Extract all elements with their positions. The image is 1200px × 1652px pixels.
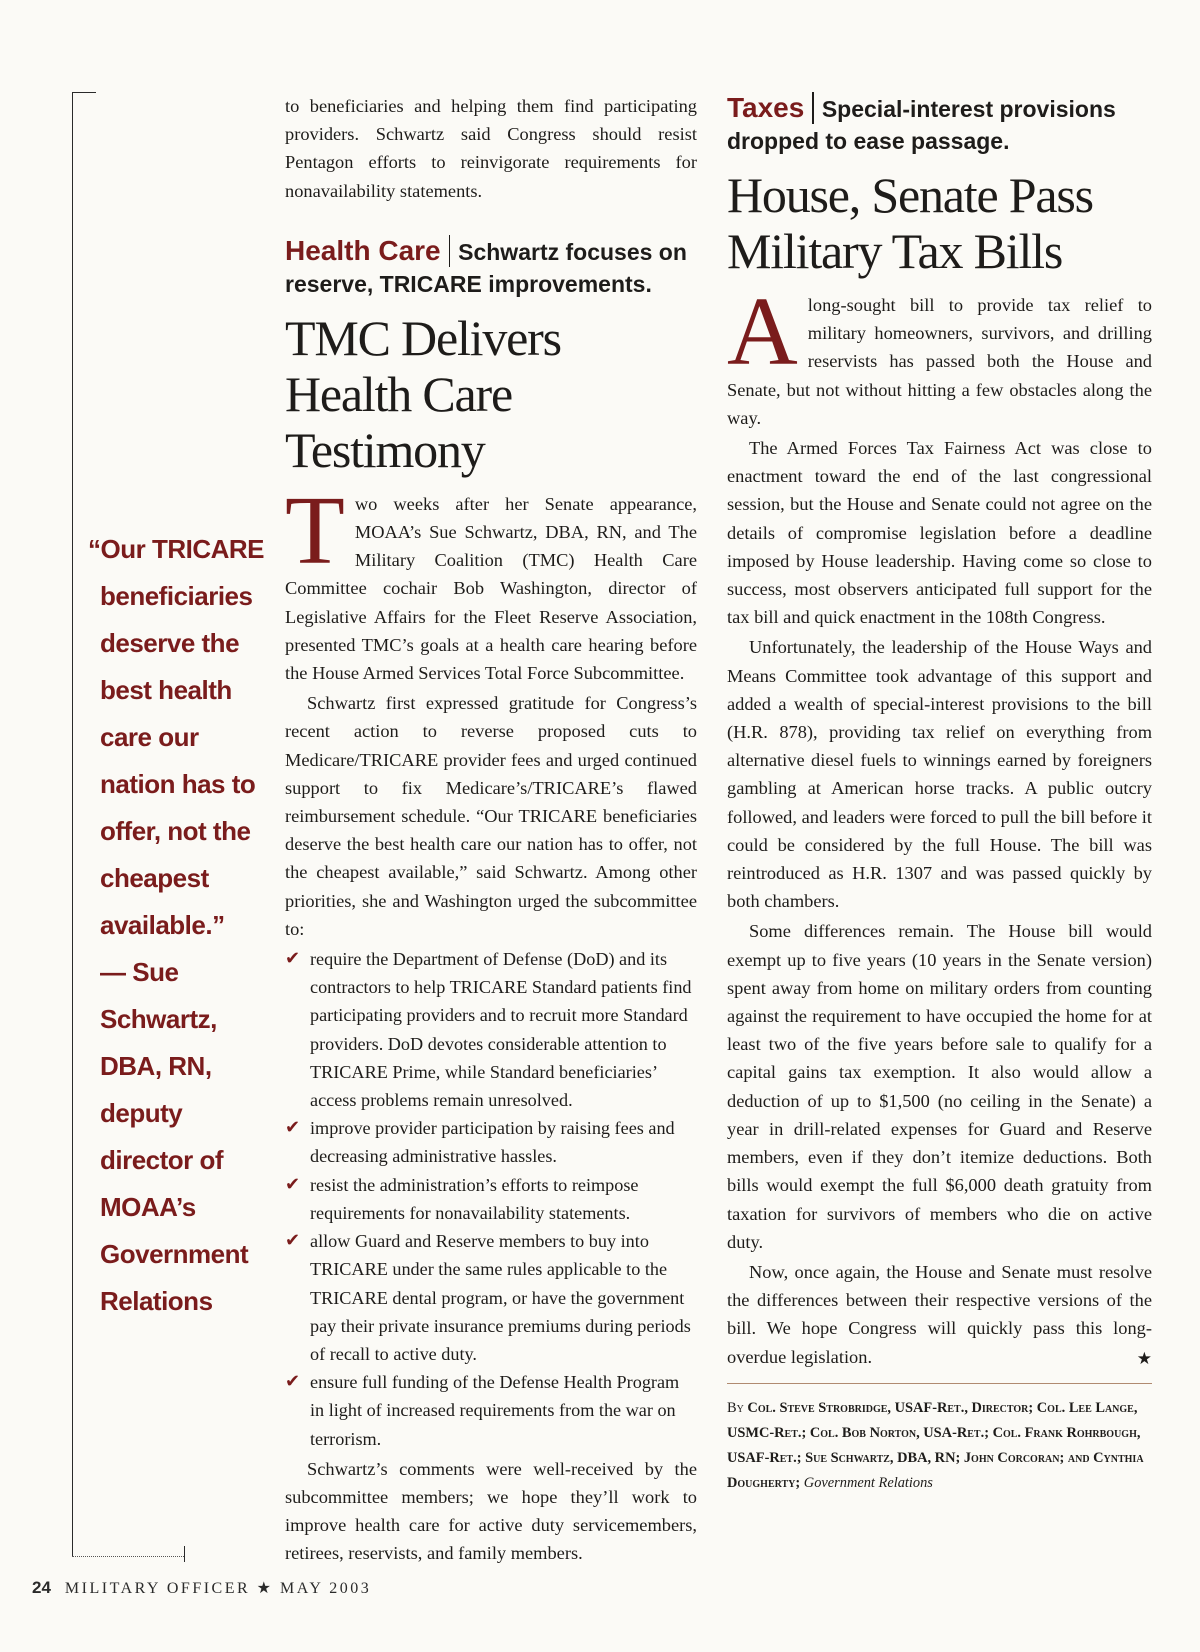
list-item: ✔ allow Guard and Reserve members to buy into TRICARE under the same rules applicable to the TRICARE dental program, or have the government pay their private insurance premiums during periods of recall to active duty. [285,1227,697,1368]
pullquote-attribution-line: — Sue [100,957,179,987]
byline: By Col. Steve Strobridge, USAF-Ret., Director; Col. Lee Lange, USMC-Ret.; Col. Bob Norton, USA-Ret.; Col. Frank Rohrbough, USAF-Ret.; Sue Schwartz, DBA, RN; John Corcoran; and Cynthia Dougherty; Government Relations [727,1399,1144,1491]
pullquote-line: cheapest [100,863,209,893]
pullquote-frame-tick [184,1546,185,1562]
pullquote-attribution-line: Relations [100,1286,213,1316]
pullquote-attribution-line: DBA, RN, [100,1051,212,1081]
pullquote [88,526,266,1325]
end-star-icon: ★ [1136,1348,1152,1369]
list-item: ✔ ensure full funding of the Defense Health Program in light of increased requirements from the war on terrorism. [285,1368,697,1453]
checkmark-icon: ✔ [285,1117,301,1139]
health-care-article [285,92,697,1570]
closing-paragraph: Now, once again, the House and Senate must resolve the differences between their respective versions of the bill. We hope Congress will quickly pass this long-overdue legislation. ★ [727,1258,1152,1371]
pullquote-line: available.” [100,910,225,940]
page-footer [32,1578,371,1598]
lead-text: long-sought bill to provide tax relief to military homeowners, survivors, and drilling reservists has passed both the House and Senate, but not without hitting a few obstacles along the way. [727,295,1152,428]
drop-cap: T [285,476,345,585]
closing-paragraph: Schwartz’s comments were well-received by the subcommittee members; we hope they’ll work to improve health care for active duty servicemembers, retirees, reservists, and family members. [285,1458,697,1564]
priorities-list [285,945,697,1453]
pullquote-line: best health [100,675,232,705]
taxes-article [727,92,1152,1496]
pullquote-line: nation has to [100,769,256,799]
list-item: ✔ require the Department of Defense (DoD) and its contractors to help TRICARE Standard patients find participating providers and to recruit more Standard providers. DoD devotes considerable attention to TRICARE Prime, while Standard beneficiaries’ access problems remain unresolved. [285,945,697,1114]
byline-department: Government Relations [803,1474,933,1491]
list-item: ✔ resist the administration’s efforts to reimpose requirements for nonavailability statements. [285,1171,697,1227]
lead-paragraph [285,476,697,687]
pullquote-frame-top-rule [72,92,96,93]
checkmark-icon: ✔ [285,948,301,970]
section-kicker [285,235,697,300]
publication-line: MILITARY OFFICER ★ MAY 2003 [64,1580,372,1597]
kicker-divider [812,92,814,124]
continued-paragraph: to beneficiaries and helping them find participating providers. Schwartz said Congress should resist Pentagon efforts to reinvigorate requirements for nonavailability statements. [285,96,697,201]
section-kicker [727,92,1152,157]
pullquote-attribution-line: director of [100,1145,224,1175]
kicker-description: Special-interest provisions dropped to ease passage. [727,96,1116,154]
list-item: ✔ improve provider participation by raising fees and decreasing administrative hassles. [285,1114,697,1170]
kicker-divider [449,235,451,267]
pullquote-line: “Our TRICARE [88,534,264,564]
pullquote-line: deserve the [100,628,240,658]
pullquote-line: care our [100,722,199,752]
pullquote-attribution-line: Schwartz, [100,1004,217,1034]
lead-text: wo weeks after her Senate appearance, MOAA’s Sue Schwartz, DBA, RN, and The Military Coalition (TMC) Health Care Committee cochair Bob Washington, director of Legislative Affairs for the Fleet Reserve Association, presented TMC’s goals at a health care hearing before the House Armed Services Total Force Subcommittee. [285,493,697,684]
body-paragraph: Unfortunately, the leadership of the House Ways and Means Committee took advantage of this support and added a wealth of special-interest provisions to the bill (H.R. 878), providing tax relief on everything from alternative diesel fuels to winnings earned by foreigners gambling at American horse tracks. A public outcry followed, and leaders were forced to pull the bill before it could be considered by the full House. The bill was reintroduced as H.R. 1307 and was passed quickly by both chambers. [727,637,1152,912]
pullquote-frame-left-rule [72,92,73,1557]
kicker-topic: Taxes [727,92,805,123]
body-paragraph: Schwartz first expressed gratitude for Congress’s recent action to reverse proposed cuts to Medicare/TRICARE provider fees and urged continued support to fix Medicare’s/TRICARE’s flawed reimbursement schedule. “Our TRICARE beneficiaries deserve the best health care our nation has to offer, not the cheapest available,” said Schwartz. Among other priorities, she and Washington urged the subcommittee to: [285,693,697,939]
checkmark-icon: ✔ [285,1371,301,1393]
pullquote-line: offer, not the [100,816,251,846]
kicker-description: Schwartz focuses on reserve, TRICARE improvements. [285,238,687,297]
checkmark-icon: ✔ [285,1230,301,1252]
page-number: 24 [32,1578,51,1597]
drop-cap: A [727,278,798,386]
checkmark-icon: ✔ [285,1173,301,1195]
pullquote-attribution-line: MOAA’s [100,1192,196,1222]
article-headline: House, Senate Pass Military Tax Bills [727,167,1093,279]
body-paragraph: The Armed Forces Tax Fairness Act was close to enactment toward the end of the last congressional session, but the House and Senate could not agree on the details of compromise legislation before a deadline imposed by House leadership. Having come so close to success, most observers anticipated full support for the tax bill and quick enactment in the 108th Congress. [727,438,1152,628]
lead-paragraph [727,278,1152,432]
byline-names: Col. Steve Strobridge, USAF-Ret., Director; Col. Lee Lange, USMC-Ret.; Col. Bob Norton, USA-Ret.; Col. Frank Rohrbough, USAF-Ret.; Sue Schwartz, DBA, RN; John Corcoran; and Cynthia Dougherty; [727,1399,1144,1491]
kicker-topic: Health Care [285,234,441,266]
pullquote-attribution-line: deputy [100,1098,183,1128]
pullquote-attribution-line: Government [100,1239,249,1269]
byline-rule [727,1383,1152,1384]
article-headline: TMC Delivers Health Care Testimony [285,309,561,478]
body-paragraph: Some differences remain. The House bill would exempt up to five years (10 years in the Senate version) spent away from home on military orders from counting against the requirement to have occupied the home for at least two of the five years before sale to qualify for a capital gains tax exemption. It also would allow a deduction of up to $1,500 (no ceiling in the Senate) a year in drill-related expenses for Guard and Reserve members, even if they don’t itemize deductions. Both bills would exempt the full $6,000 death gratuity from taxation for survivors of members who die on active duty. [727,921,1152,1252]
pullquote-frame-bottom-rule [72,1556,184,1557]
pullquote-line: beneficiaries [100,581,253,611]
